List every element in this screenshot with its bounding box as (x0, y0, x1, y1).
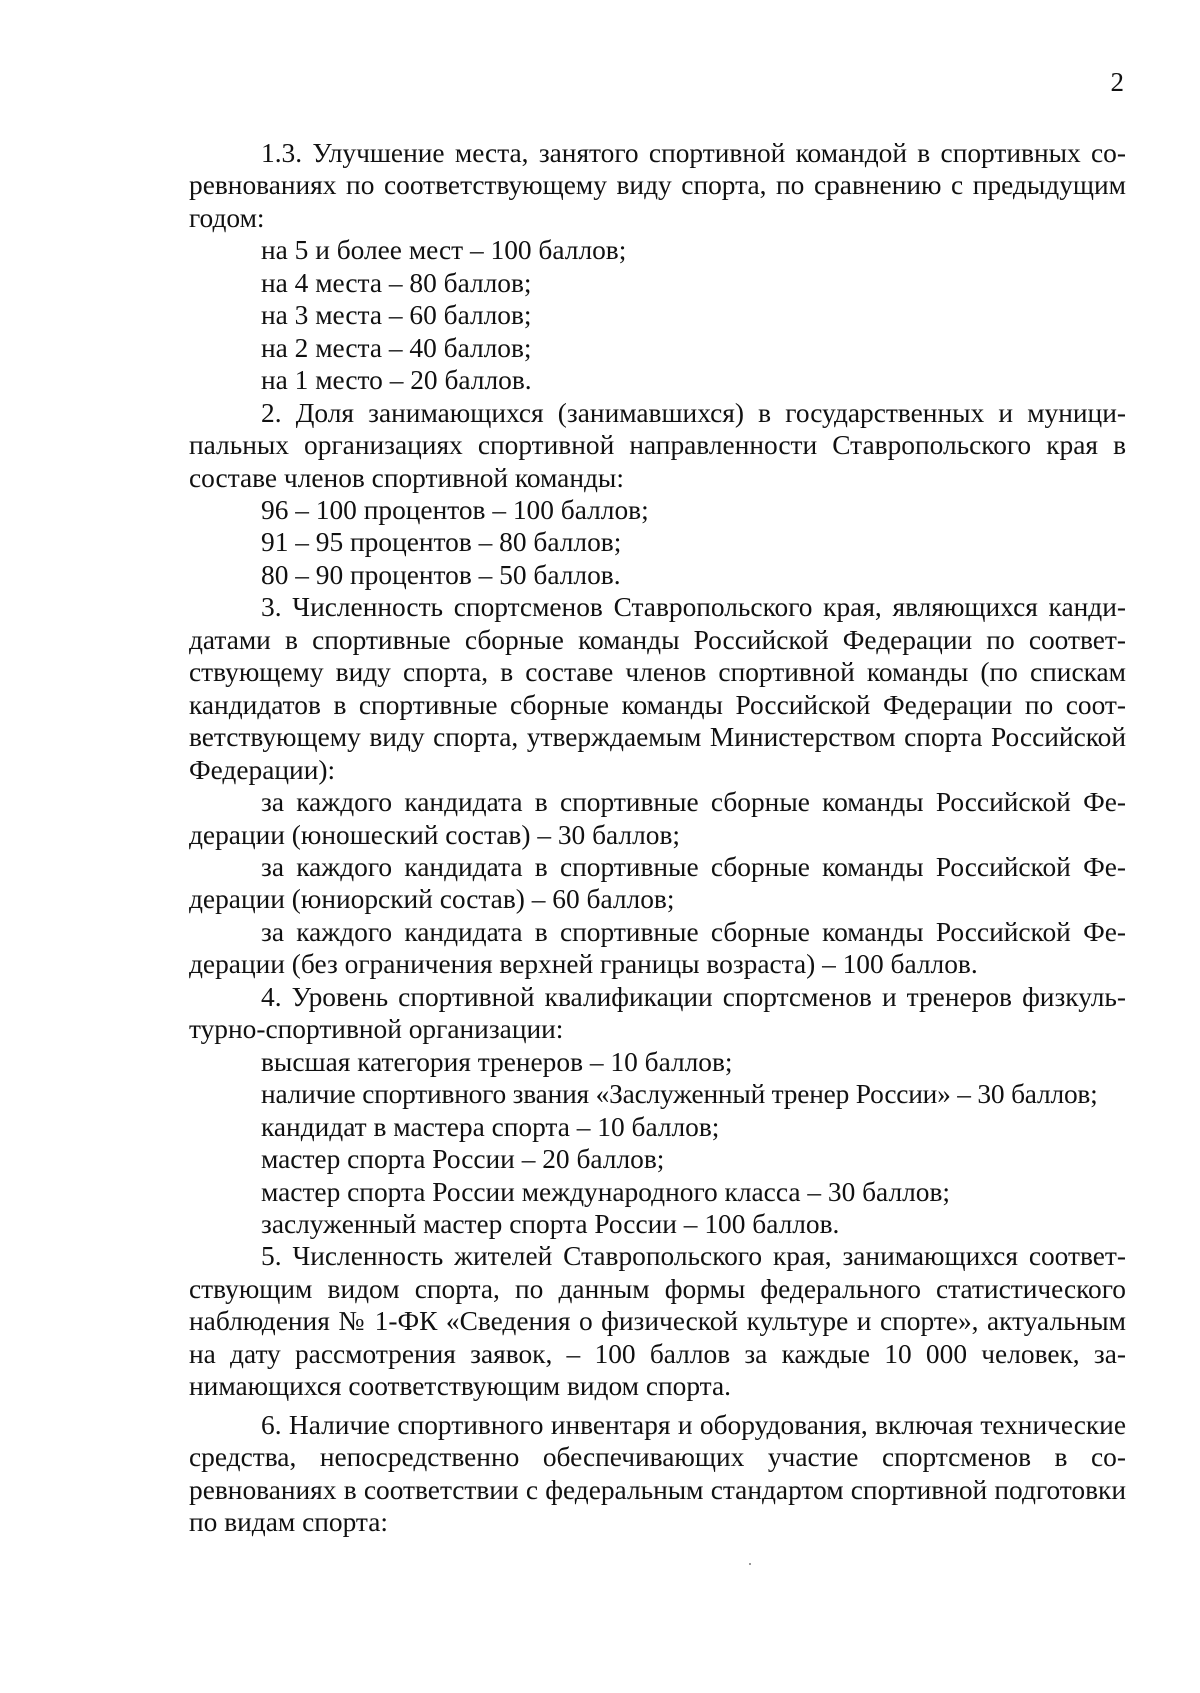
section-3 (189, 591, 1126, 980)
list-item: мастер спорта России международного класса – 30 баллов; (261, 1176, 951, 1207)
section-intro: 6. Наличие спортивного инвентаря и оборудования, включая технические средства, непосредственно обеспечивающих участие спортсменов в соревнованиях в соответствии с федеральным стандартом спортивной подготовки по видам спорта: (189, 1409, 1126, 1538)
section-intro: 5. Численность жителей Ставропольского края, занимающихся соответствующим видом спорта, по данным формы федерального статистического наблюдения № 1-ФК «Сведения о физической культуре и спорте», актуальным на дату рассмотрения заявок, – 100 баллов за каждые 10 000 человек, занимающихся соответствующим видом спорта. (189, 1241, 1126, 1402)
list-item: на 5 и более мест – 100 баллов; (261, 235, 627, 266)
list-item: за каждого кандидата в спортивные сборные команды Российской Федерации (юниорский состав) – 60 баллов; (189, 851, 1126, 915)
scan-speck (749, 1563, 751, 1565)
document-body (189, 137, 1126, 1538)
section-2 (189, 397, 1126, 592)
list-item: на 1 место – 20 баллов. (261, 365, 532, 396)
section-4 (189, 981, 1126, 1241)
list-item: за каждого кандидата в спортивные сборные команды Российской Федерации (без ограничения верхней границы возраста) – 100 баллов. (189, 916, 1126, 980)
section-intro: 3. Численность спортсменов Ставропольского края, являющихся кандидатами в спортивные сборные команды Российской Федерации по соответствующему виду спорта, в составе членов спортивной команды (по спискам кандидатов в спортивные сборные команды Российской Федерации по соответствующему виду спорта, утверждаемым Министерством спорта Российской Федерации): (189, 592, 1126, 785)
section-1-3 (189, 137, 1126, 397)
list-item: высшая категория тренеров – 10 баллов; (261, 1046, 733, 1077)
list-item: заслуженный мастер спорта России – 100 баллов. (261, 1208, 840, 1239)
section-intro: 4. Уровень спортивной квалификации спортсменов и тренеров физкультурно-спортивной организации: (189, 981, 1126, 1045)
list-item: кандидат в мастера спорта – 10 баллов; (261, 1111, 720, 1142)
page-number: 2 (1110, 67, 1124, 97)
list-item: 91 – 95 процентов – 80 баллов; (261, 527, 622, 558)
list-item: 96 – 100 процентов – 100 баллов; (261, 494, 649, 525)
section-5 (189, 1240, 1126, 1402)
list-item: за каждого кандидата в спортивные сборные команды Российской Федерации (юношеский состав) – 30 баллов; (189, 787, 1126, 850)
list-item: на 4 места – 80 баллов; (261, 267, 532, 298)
section-intro: 1.3. Улучшение места, занятого спортивной командой в спортивных соревнованиях по соответствующему виду спорта, по сравнению с предыдущим годом: (189, 138, 1126, 233)
section-6 (189, 1409, 1126, 1539)
list-item: мастер спорта России – 20 баллов; (261, 1144, 665, 1175)
section-intro: 2. Доля занимающихся (занимавшихся) в государственных и муниципальных организациях спортивной направленности Ставропольского края в составе членов спортивной команды: (189, 397, 1126, 493)
list-item: наличие спортивного звания «Заслуженный тренер России» – 30 баллов; (261, 1079, 1098, 1110)
list-item: на 3 места – 60 баллов; (261, 300, 532, 331)
list-item: на 2 места – 40 баллов; (261, 332, 532, 363)
list-item: 80 – 90 процентов – 50 баллов. (261, 559, 621, 590)
